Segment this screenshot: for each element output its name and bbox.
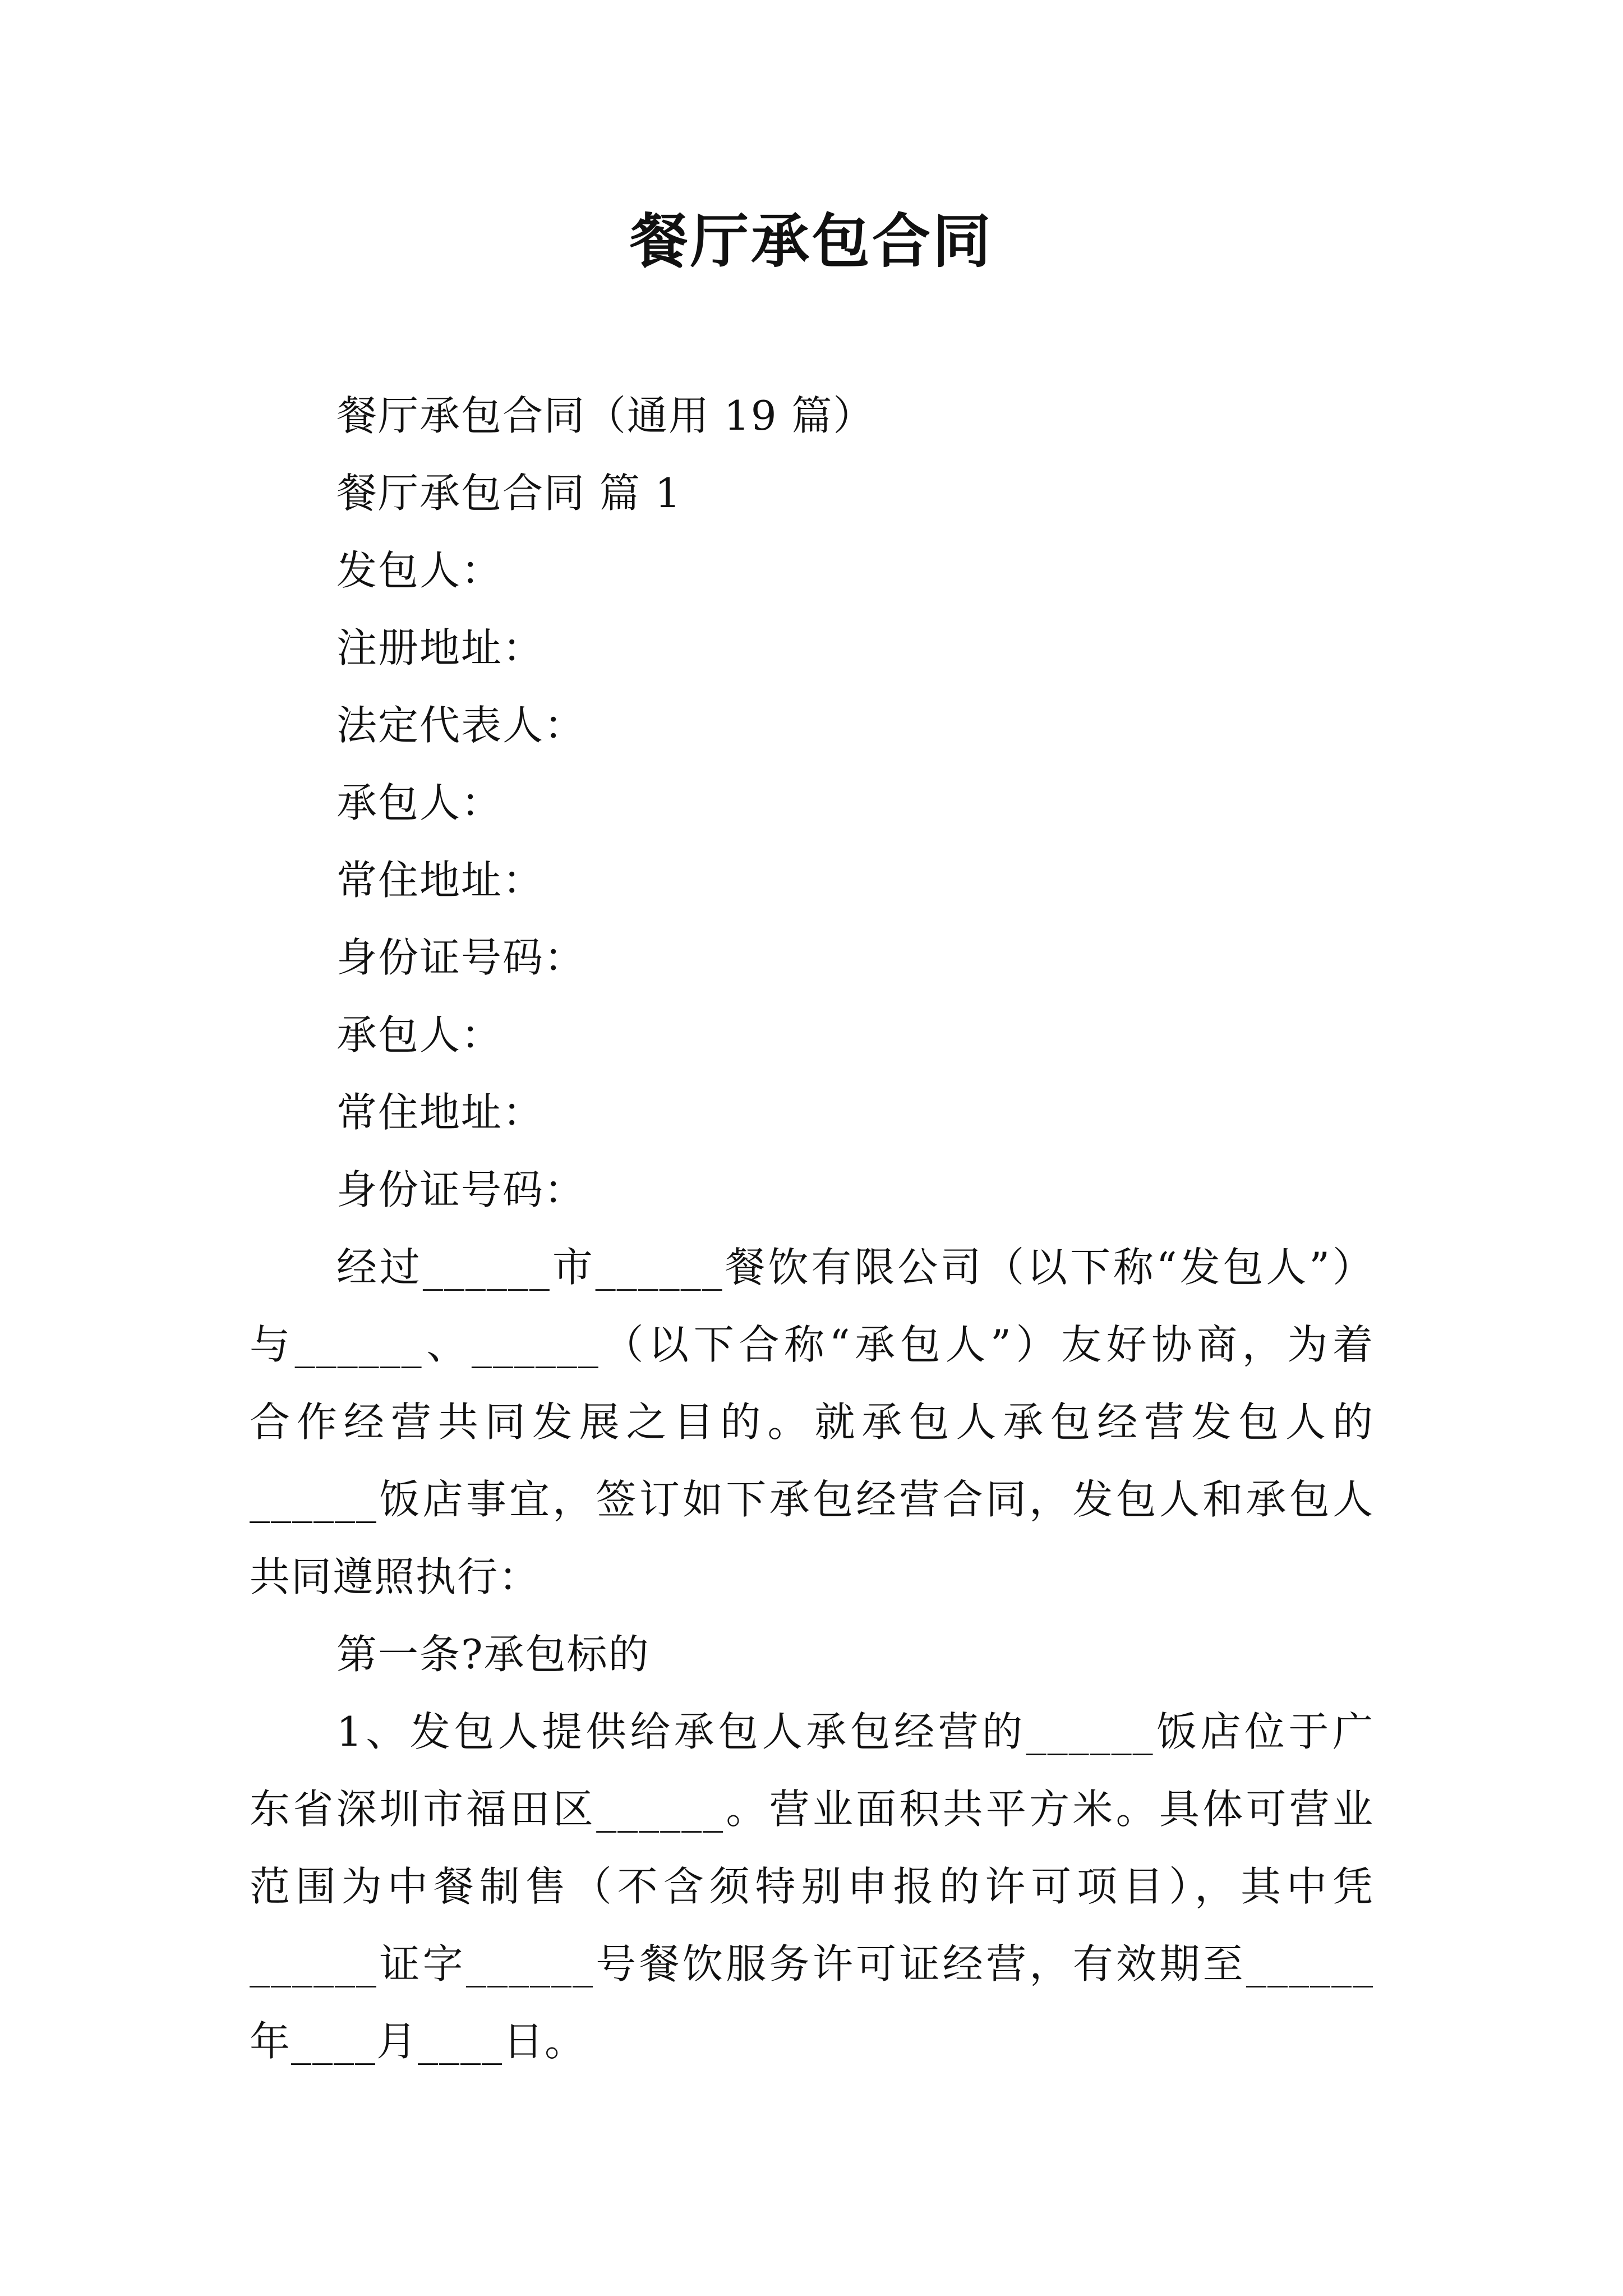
paragraph-line: 范围为中餐制售（不含须特别申报的许可项目），其中凭: [250, 1863, 1374, 1910]
field-contractor-2: 承包人：: [336, 1011, 503, 1059]
field-contractor-1-address: 常住地址：: [336, 857, 545, 904]
field-contractor-2-id: 身份证号码：: [336, 1166, 586, 1213]
field-contractor-1: 承包人：: [336, 779, 503, 826]
paragraph-line: 1、发包人提供给承包人承包经营的______饭店位于广: [336, 1708, 1374, 1755]
paragraph-line: 合作经营共同发展之目的。就承包人承包经营发包人的: [250, 1398, 1374, 1446]
field-employer: 发包人：: [336, 547, 503, 594]
paragraph-line: 与______、______（以下合称“承包人”）友好协商，为着: [250, 1321, 1374, 1368]
subtitle-line: 餐厅承包合同（通用 19 篇）: [336, 392, 875, 439]
field-legal-representative: 法定代表人：: [336, 702, 586, 749]
section-heading: 餐厅承包合同 篇 1: [336, 470, 682, 517]
paragraph-line: ______饭店事宜，签订如下承包经营合同，发包人和承包人: [250, 1476, 1374, 1523]
document-title: 餐厅承包合同: [629, 206, 993, 275]
paragraph-line: 经过______市______餐饮有限公司（以下称“发包人”）: [336, 1244, 1374, 1291]
article-heading: 第一条?承包标的: [336, 1631, 650, 1678]
field-contractor-1-id: 身份证号码：: [336, 934, 586, 981]
paragraph-line: 年____月____日。: [250, 2018, 587, 2065]
field-contractor-2-address: 常住地址：: [336, 1089, 545, 1136]
paragraph-line: 东省深圳市福田区______。营业面积共平方米。具体可营业: [250, 1786, 1374, 1833]
paragraph-line: 共同遵照执行：: [250, 1553, 541, 1600]
document-body: [250, 377, 1374, 2080]
field-registered-address: 注册地址：: [336, 624, 545, 671]
paragraph-line: ______证字______号餐饮服务许可证经营，有效期至______: [250, 1940, 1374, 1987]
